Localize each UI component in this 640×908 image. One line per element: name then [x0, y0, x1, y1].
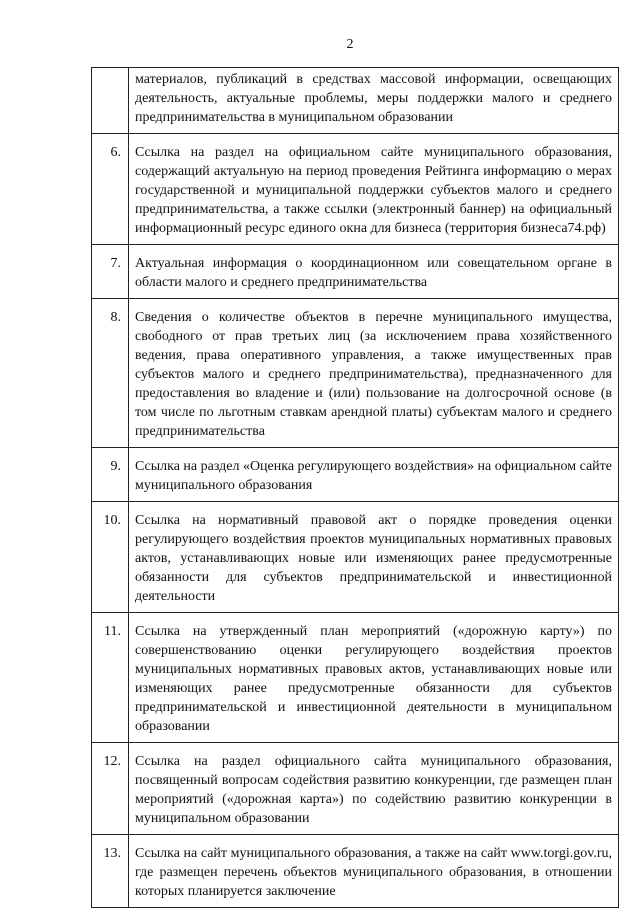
table-row: [92, 502, 619, 613]
row-text: Сведения о количестве объектов в перечне муниципального имущества, свободного от прав третьих лиц (за исключением права хозяйственного ведения, права оперативного управления, а также имущественных прав субъектов малого и среднего предпринимательства), предназначенного для предоставления во владение и (или) пользование на долгосрочной основе (в том числе по льготным ставкам арендной платы) субъектам малого и среднего предпринимательства: [129, 299, 619, 448]
table-row: [92, 743, 619, 835]
row-number: 7.: [92, 245, 129, 299]
row-text: Ссылка на раздел официального сайта муниципального образования, посвященный вопросам содействия развитию конкуренции, где размещен план мероприятий («дорожная карта») по содействию развитию конкуренции в муниципальном образовании: [129, 743, 619, 835]
row-number: 11.: [92, 613, 129, 743]
row-text: Ссылка на нормативный правовой акт о порядке проведения оценки регулирующего воздействия проектов муниципальных нормативных правовых актов, устанавливающих новые или изменяющих ранее предусмотренные обязанности для субъектов предпринимательской и инвестиционной деятельности: [129, 502, 619, 613]
row-text: Ссылка на утвержденный план мероприятий («дорожную карту») по совершенствованию оценки регулирующего воздействия проектов муниципальных нормативных правовых актов, устанавливающих новые или изменяющих ранее предусмотренные обязанности для субъектов предпринимательской и инвестиционной деятельности в муниципальном образовании: [129, 613, 619, 743]
requirements-table: [91, 67, 619, 908]
table-row: [92, 835, 619, 908]
table-row: [92, 134, 619, 245]
row-text: Ссылка на раздел на официальном сайте муниципального образования, содержащий актуальную на период проведения Рейтинга информацию о мерах государственной и муниципальной поддержки субъектов малого и среднего предпринимательства, а также ссылки (электронный баннер) на официальный информационный ресурс единого окна для бизнеса (территория бизнеса74.рф): [129, 134, 619, 245]
row-number: [92, 68, 129, 134]
table-row: [92, 299, 619, 448]
row-number: 10.: [92, 502, 129, 613]
row-text: Ссылка на сайт муниципального образования, а также на сайт www.torgi.gov.ru, где размещен перечень объектов муниципального образования, в отношении которых планируется заключение: [129, 835, 619, 908]
row-number: 8.: [92, 299, 129, 448]
page-number: 2: [346, 37, 354, 52]
table-row: [92, 448, 619, 502]
row-text: материалов, публикаций в средствах массовой информации, освещающих деятельность, актуальные проблемы, меры поддержки малого и среднего предпринимательства в муниципальном образовании: [129, 68, 619, 134]
row-number: 13.: [92, 835, 129, 908]
table-row: [92, 613, 619, 743]
row-number: 12.: [92, 743, 129, 835]
table-row: [92, 245, 619, 299]
row-number: 6.: [92, 134, 129, 245]
row-text: Актуальная информация о координационном или совещательном органе в области малого и среднего предпринимательства: [129, 245, 619, 299]
row-text: Ссылка на раздел «Оценка регулирующего воздействия» на официальном сайте муниципального образования: [129, 448, 619, 502]
table-row: [92, 68, 619, 134]
row-number: 9.: [92, 448, 129, 502]
